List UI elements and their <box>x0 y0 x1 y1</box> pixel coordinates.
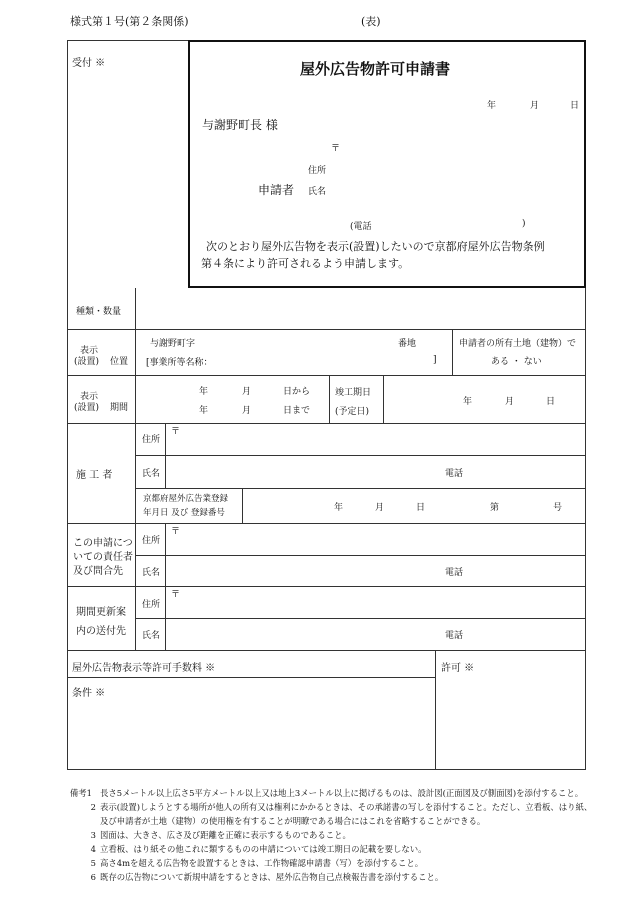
note-item: 5 高さ4mを超える広告物を設置するときは、工作物確認申請書（写）を添付すること。 <box>90 858 424 868</box>
kind-label: 種類・数量 <box>76 307 122 317</box>
to-year: 年 <box>199 406 209 416</box>
renewal-address-label: 住所 <box>142 600 161 610</box>
phone-open: (電話 <box>350 222 372 232</box>
location-label-1: 表示 <box>80 346 99 356</box>
registration-year: 年 <box>334 503 344 513</box>
contractor-address-label: 住所 <box>142 435 161 445</box>
completion-label: 竣工期日 <box>335 388 372 398</box>
body-line-1: 次のとおり屋外広告物を表示(設置)したいので京都府屋外広告物条例 <box>206 240 545 253</box>
registration-no-prefix: 第 <box>490 503 500 513</box>
town-prefix: 与謝野町字 <box>150 339 196 349</box>
period-label-3: 期間 <box>110 403 129 413</box>
completion-sub: (予定日) <box>335 407 370 417</box>
contractor-phone-label: 電話 <box>445 469 464 479</box>
location-label-2: (設置) <box>74 357 100 367</box>
conditions-label: 条件 ※ <box>72 688 106 699</box>
registration-label-2: 年月日 及び 登録番号 <box>143 508 225 518</box>
body-line-2: 第４条により許可されるよう申請します。 <box>201 257 410 270</box>
renewal-phone-label: 電話 <box>445 631 464 641</box>
completion-day: 日 <box>546 397 556 407</box>
to-day: 日まで <box>283 406 311 416</box>
address-label: 住所 <box>308 166 327 176</box>
contractor-name-label: 氏名 <box>142 469 161 479</box>
lot-label: 番地 <box>398 339 417 349</box>
responsible-name-label: 氏名 <box>142 568 161 578</box>
to-month: 月 <box>242 406 252 416</box>
fee-label: 屋外広告物表示等許可手数料 ※ <box>72 663 216 674</box>
from-day: 日から <box>283 387 311 397</box>
from-month: 月 <box>242 387 252 397</box>
responsible-postal-mark: 〒 <box>171 527 181 537</box>
contractor-postal-mark: 〒 <box>171 427 181 437</box>
renewal-name-label: 氏名 <box>142 631 161 641</box>
reception-label: 受付 ※ <box>72 58 106 69</box>
note-item: 2 表示(設置)しようとする場所が他人の所有又は権利にかかるときは、その承諾書の写しを添付すること。ただし、立看板、はり紙、及び申請者が土地（建物）の使用権を有することが明瞭である場合にはこれを省略することができる。 <box>90 802 593 826</box>
registration-label-1: 京都府屋外広告業登録 <box>143 494 229 504</box>
reception-cell <box>67 40 190 288</box>
registration-no-suffix: 号 <box>553 503 563 513</box>
renewal-label-2: 内の送付先 <box>76 626 126 637</box>
location-label-3: 位置 <box>110 357 129 367</box>
page-title: 屋外広告物許可申請書 <box>300 60 451 78</box>
notes-list <box>68 786 593 884</box>
responsible-label-1: この申請につ <box>73 538 133 549</box>
own-land-label: 申請者の所有土地（建物）で <box>459 339 577 349</box>
facility-open: [事業所等名称： <box>146 358 213 368</box>
responsible-address-label: 住所 <box>142 536 161 546</box>
registration-day: 日 <box>416 503 426 513</box>
form-number: 様式第１号(第２条関係) <box>70 15 189 28</box>
from-year: 年 <box>199 387 209 397</box>
date-day: 日 <box>570 101 580 111</box>
kind-field[interactable] <box>136 290 585 328</box>
note-item: 6 既存の広告物について新規申請をするときは、屋外広告物自己点検報告書を添付すること。 <box>90 872 444 882</box>
applicant-label: 申請者 <box>258 183 295 197</box>
contractor-label: 施 工 者 <box>76 470 113 481</box>
registration-month: 月 <box>375 503 385 513</box>
postal-mark: 〒 <box>331 144 341 154</box>
note-item: 備考1 長さ5メートル以上広さ5平方メートル以上又は地上3メートル以上に掲げるものは、設計図(正面図及び側面図)を添付すること。 <box>69 788 584 798</box>
note-item: 4 立看板、はり紙その他これに類するものの申請については竣工期日の記載を要しない。 <box>90 844 427 854</box>
completion-year: 年 <box>463 397 473 407</box>
date-month: 月 <box>530 101 540 111</box>
renewal-postal-mark: 〒 <box>171 590 181 600</box>
period-label-1: 表示 <box>80 392 99 402</box>
date-year: 年 <box>487 101 497 111</box>
facility-close: ] <box>433 355 437 365</box>
phone-close: ) <box>522 219 526 229</box>
completion-month: 月 <box>505 397 515 407</box>
permit-label: 許可 ※ <box>441 663 475 674</box>
renewal-label-1: 期間更新案 <box>76 607 126 618</box>
responsible-label-3: 及び問合先 <box>73 566 123 577</box>
name-label: 氏名 <box>308 187 327 197</box>
responsible-phone-label: 電話 <box>445 568 464 578</box>
own-land-options[interactable]: ある ・ ない <box>491 357 542 367</box>
addressee: 与謝野町長 様 <box>202 118 278 132</box>
note-item: 3 図面は、大きさ、広さ及び距離を正確に表示するものであること。 <box>90 830 351 840</box>
side-label: (表) <box>361 15 381 28</box>
period-label-2: (設置) <box>74 403 100 413</box>
responsible-label-2: いての責任者 <box>73 552 133 563</box>
